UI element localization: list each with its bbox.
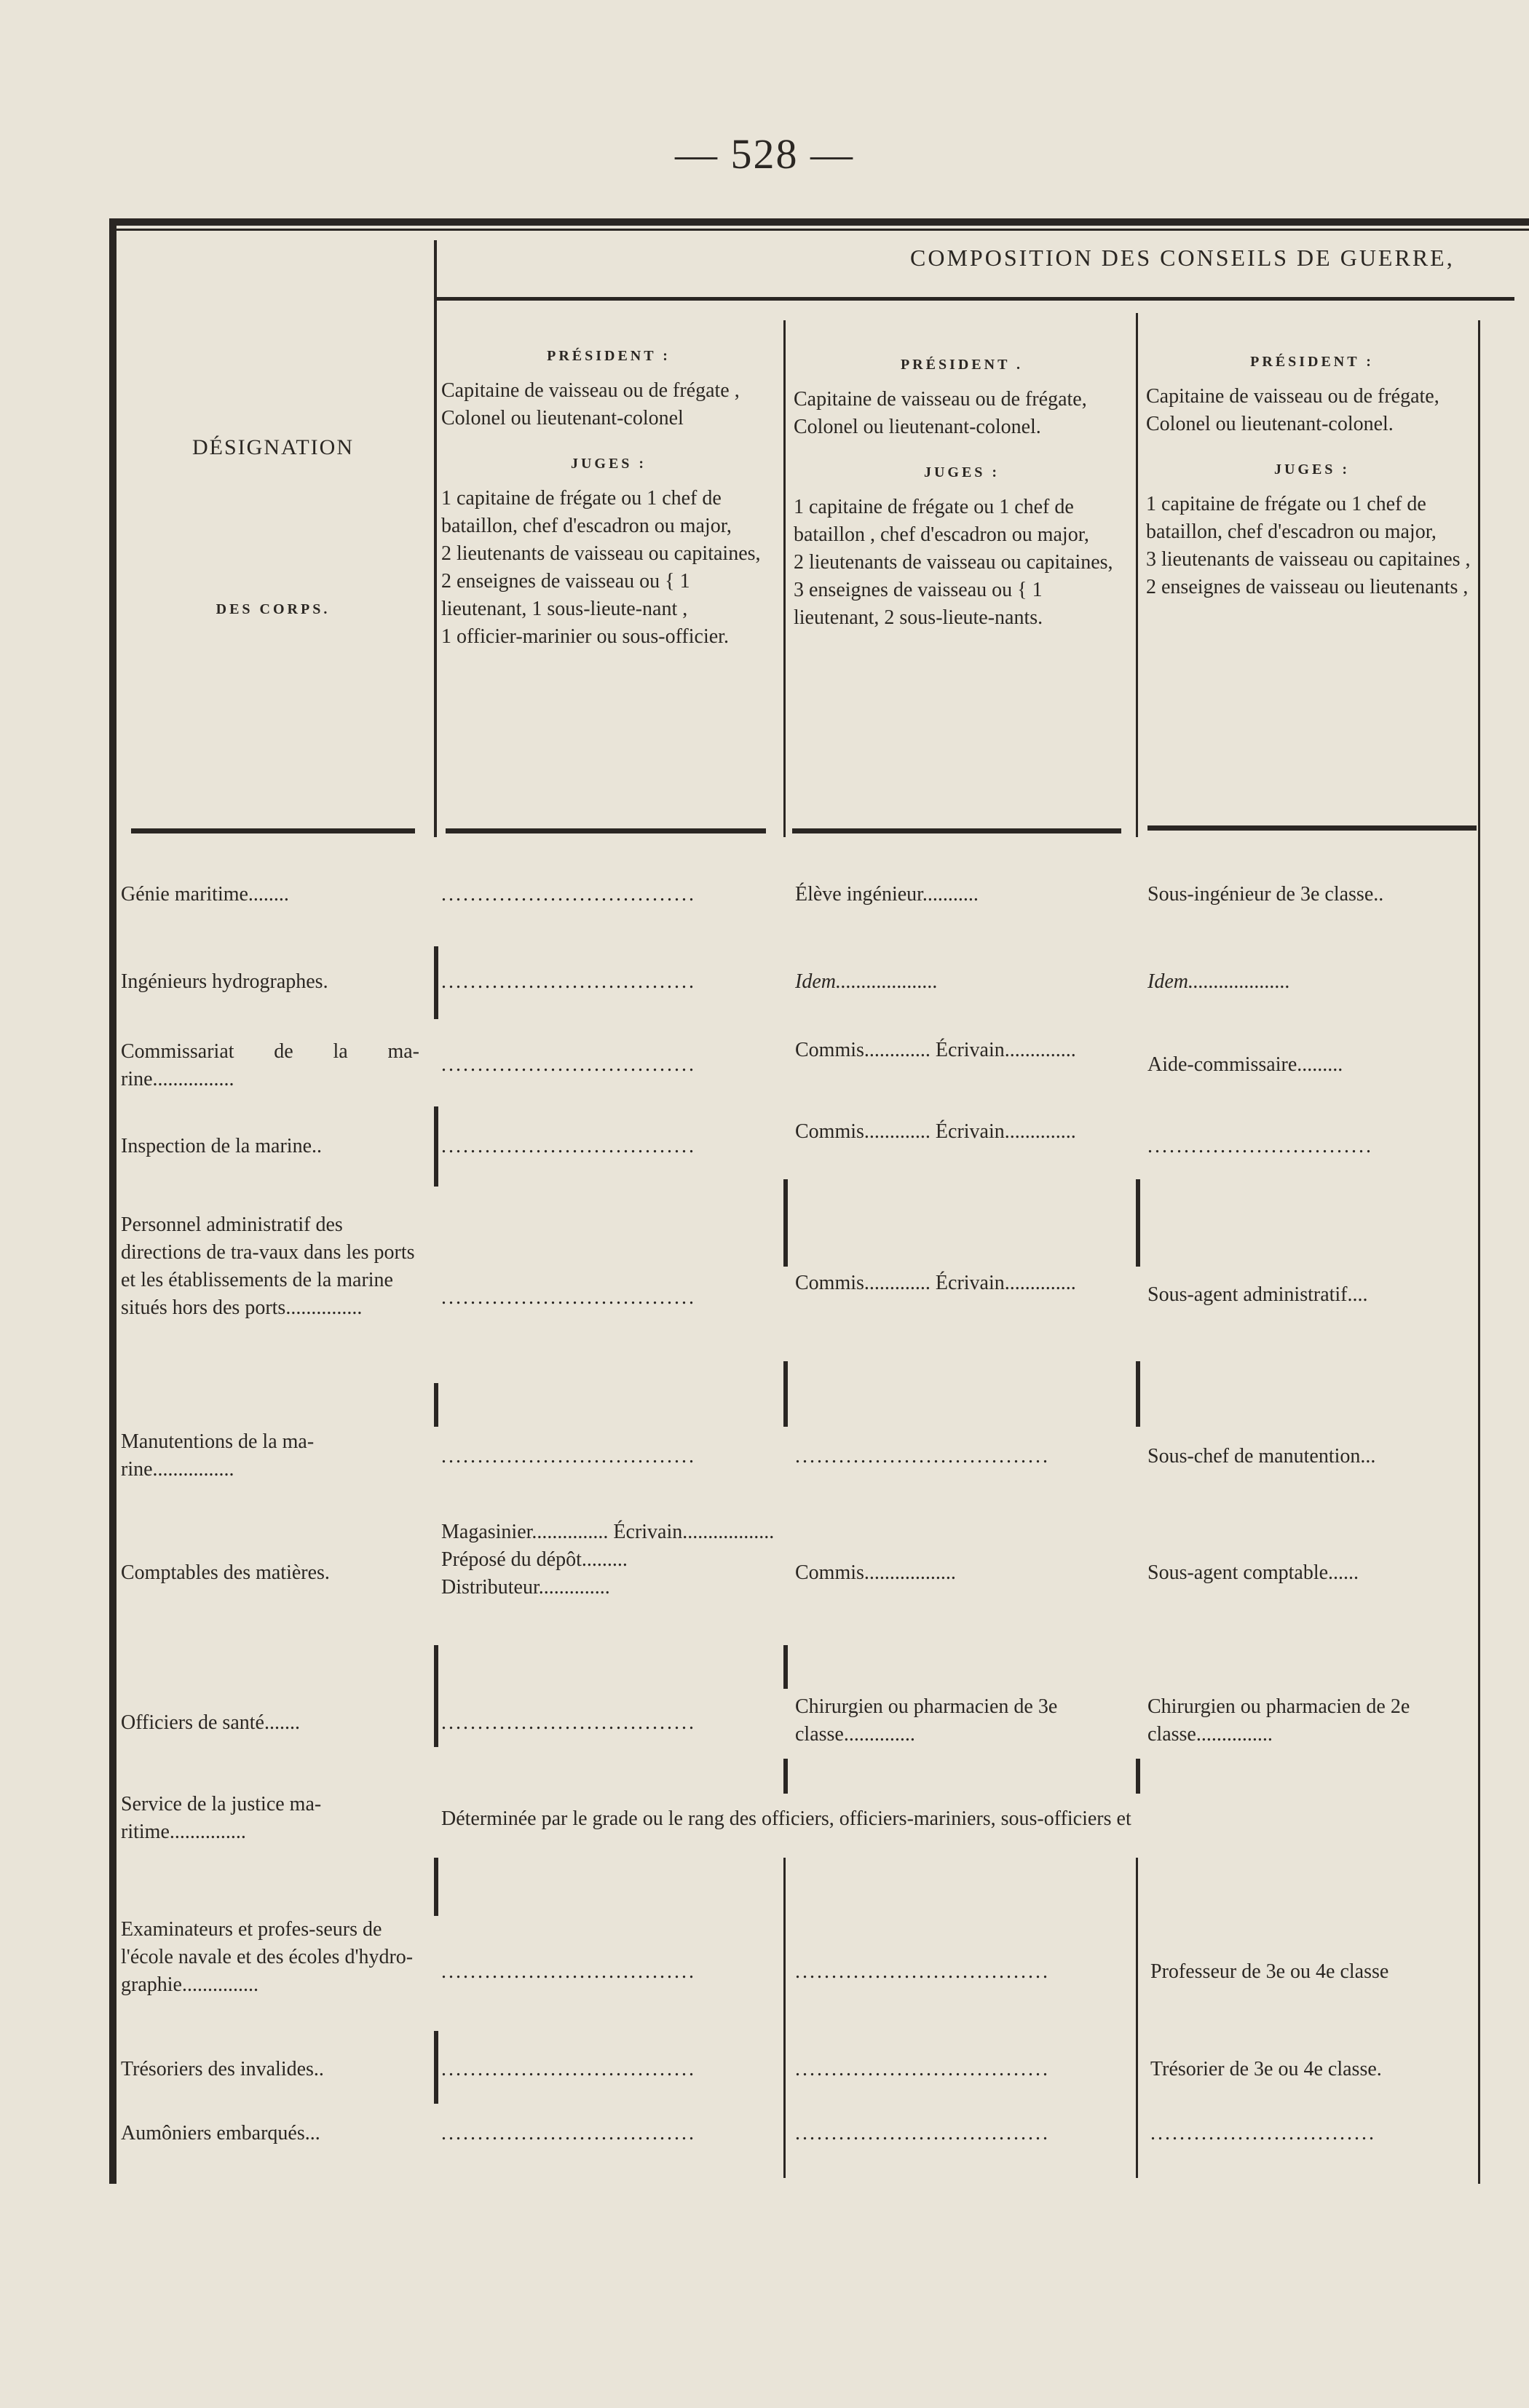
header-bottom-rule-3	[1147, 825, 1477, 831]
body-bar	[783, 1858, 786, 2178]
body-bar	[434, 946, 438, 1019]
header-bottom-rule-0	[131, 828, 415, 833]
column-1-header	[441, 342, 776, 651]
row-cell-col1: ...................................	[441, 1135, 696, 1157]
body-bar	[783, 1759, 788, 1794]
body-bar	[1136, 1179, 1140, 1267]
row-cell-col3: ...............................	[1147, 1135, 1373, 1157]
president-label: PRÉSIDENT :	[1250, 354, 1374, 370]
row-cell-col2: Commis............. Écrivain..............	[795, 1039, 1076, 1061]
juges-line: 2 lieutenants de vaisseau ou capitaines,	[441, 542, 761, 565]
row-cell-col3: Aide-commissaire.........	[1147, 1053, 1343, 1076]
row-cell-col2: ...................................	[795, 1445, 1050, 1468]
row-cell-col2: Commis............. Écrivain..............	[795, 1272, 1076, 1294]
row-designation: Aumôniers embarqués...	[121, 2122, 320, 2144]
col-divider-designation	[434, 240, 437, 837]
body-bar	[434, 1645, 438, 1747]
row-designation: Service de la justice ma-ritime...............	[121, 1793, 322, 1843]
president-line: Colonel ou lieutenant-colonel.	[1146, 413, 1394, 435]
row-cell-col3: ...............................	[1150, 2122, 1376, 2144]
juges-line: 2 lieutenants de vaisseau ou capitaines,	[794, 551, 1113, 574]
juges-line: 1 officier-marinier ou sous-officier.	[441, 625, 729, 648]
row-cell-col3: Sous-chef de manutention...	[1147, 1445, 1376, 1468]
body-bar	[1136, 1759, 1140, 1794]
juges-line: 1 capitaine de frégate ou 1 chef de bataillon , chef d'escadron ou major,	[794, 496, 1089, 546]
col-divider-1	[783, 320, 786, 837]
body-bar	[434, 2031, 438, 2104]
row-cell-col1: ...................................	[441, 1053, 696, 1076]
row-cell-col2: Commis..................	[795, 1561, 956, 1584]
row-designation: Examinateurs et profes-seurs de l'école navale et des écoles d'hydro-graphie...............	[121, 1918, 414, 1996]
row-cell-col3: Sous-ingénieur de 3e classe..	[1147, 883, 1384, 906]
row-cell-col1: ...................................	[441, 970, 696, 993]
row-designation: Personnel administratif des directions de tra-vaux dans les ports et les établissements de la marine situés hors des ports...............	[121, 1213, 415, 1319]
column-2-header	[794, 351, 1130, 632]
column-3-header	[1146, 348, 1478, 601]
row-cell-col1: ...................................	[441, 2122, 696, 2144]
row-cell-col3: Idem....................	[1147, 970, 1290, 993]
row-cell-col1: ...................................	[441, 1711, 696, 1734]
row-cell-col3: Professeur de 3e ou 4e classe	[1150, 1960, 1389, 1983]
body-bar	[434, 1106, 438, 1187]
juges-line: 2 enseignes de vaisseau ou lieutenants ,	[1146, 576, 1469, 598]
row-cell-col3: Chirurgien ou pharmacien de 2e classe...............	[1147, 1695, 1410, 1746]
juges-line: 3 lieutenants de vaisseau ou capitaines ,	[1146, 548, 1471, 571]
juges-line: 1 capitaine de frégate ou 1 chef de bataillon, chef d'escadron ou major,	[1146, 493, 1437, 543]
designation-header: DÉSIGNATION	[192, 435, 354, 459]
juges-line: 1 capitaine de frégate ou 1 chef de bataillon, chef d'escadron ou major,	[441, 487, 732, 537]
top-rule	[109, 218, 1529, 226]
designation-subheader: DES CORPS.	[216, 601, 331, 617]
president-line: Capitaine de vaisseau ou de frégate ,	[441, 379, 740, 402]
row-cell-col1: ...................................	[441, 1445, 696, 1468]
row-cell-col3: Trésorier de 3e ou 4e classe.	[1150, 2058, 1382, 2080]
row-cell-col2: Élève ingénieur...........	[795, 883, 979, 906]
row-span-cell: Déterminée par le grade ou le rang des officiers, officiers-mariniers, sous-officiers et	[441, 1807, 1131, 1830]
president-line: Capitaine de vaisseau ou de frégate,	[1146, 385, 1439, 408]
row-designation: Trésoriers des invalides..	[121, 2058, 324, 2080]
president-label: PRÉSIDENT :	[547, 348, 671, 364]
body-bar	[783, 1179, 788, 1267]
juges-line: 3 enseignes de vaisseau ou { 1 lieutenant, 2 sous-lieute-nants.	[794, 579, 1043, 629]
president-label: PRÉSIDENT .	[900, 357, 1024, 373]
table-title: COMPOSITION DES CONSEILS DE GUERRE,	[910, 245, 1455, 271]
top-rule-thin	[109, 229, 1529, 231]
body-bar	[434, 1858, 438, 1916]
page-number: — 528 —	[675, 130, 854, 178]
right-border	[1478, 320, 1480, 2184]
header-bottom-rule-2	[792, 828, 1121, 833]
row-designation: Génie maritime........	[121, 883, 289, 906]
header-underline	[437, 297, 1514, 301]
col-divider-2	[1136, 313, 1138, 837]
row-cell-col1: ...................................	[441, 1286, 696, 1309]
president-line: Colonel ou lieutenant-colonel.	[794, 416, 1041, 438]
president-line: Capitaine de vaisseau ou de frégate,	[794, 388, 1087, 411]
juges-label: JUGES :	[923, 464, 1000, 480]
row-cell-col2: ...................................	[795, 1960, 1050, 1983]
row-cell-col2: Commis............. Écrivain..............	[795, 1120, 1076, 1143]
row-cell-col1: Magasinier............... Écrivain.................. Préposé du dépôt......... Distributeur..............	[441, 1521, 775, 1599]
row-designation: Inspection de la marine..	[121, 1135, 323, 1157]
row-cell-col2: Chirurgien ou pharmacien de 3e classe..............	[795, 1695, 1058, 1746]
juges-label: JUGES :	[1273, 462, 1351, 478]
row-cell-col2: Idem....................	[795, 970, 938, 993]
body-bar	[434, 1383, 438, 1427]
row-designation: Commissariat de la ma-rine................	[121, 1040, 419, 1090]
row-cell-col3: Sous-agent administratif....	[1147, 1283, 1368, 1306]
body-bar	[783, 1361, 788, 1427]
row-cell-col1: ...................................	[441, 2058, 696, 2080]
row-cell-col3: Sous-agent comptable......	[1147, 1561, 1359, 1584]
body-bar	[1136, 1858, 1138, 2178]
left-border	[109, 218, 116, 2184]
president-line: Colonel ou lieutenant-colonel	[441, 407, 684, 429]
row-designation: Comptables des matières.	[121, 1561, 330, 1584]
header-bottom-rule-1	[446, 828, 766, 833]
juges-label: JUGES :	[570, 456, 647, 472]
row-cell-col1: ...................................	[441, 883, 696, 906]
body-bar	[1136, 1361, 1140, 1427]
row-cell-col2: ...................................	[795, 2122, 1050, 2144]
row-designation: Officiers de santé.......	[121, 1711, 300, 1734]
row-designation: Manutentions de la ma-rine................	[121, 1430, 315, 1481]
juges-line: 2 enseignes de vaisseau ou { 1 lieutenant, 1 sous-lieute-nant ,	[441, 570, 690, 620]
row-cell-col2: ...................................	[795, 2058, 1050, 2080]
body-bar	[783, 1645, 788, 1689]
row-designation: Ingénieurs hydrographes.	[121, 970, 328, 993]
row-cell-col1: ...................................	[441, 1960, 696, 1983]
